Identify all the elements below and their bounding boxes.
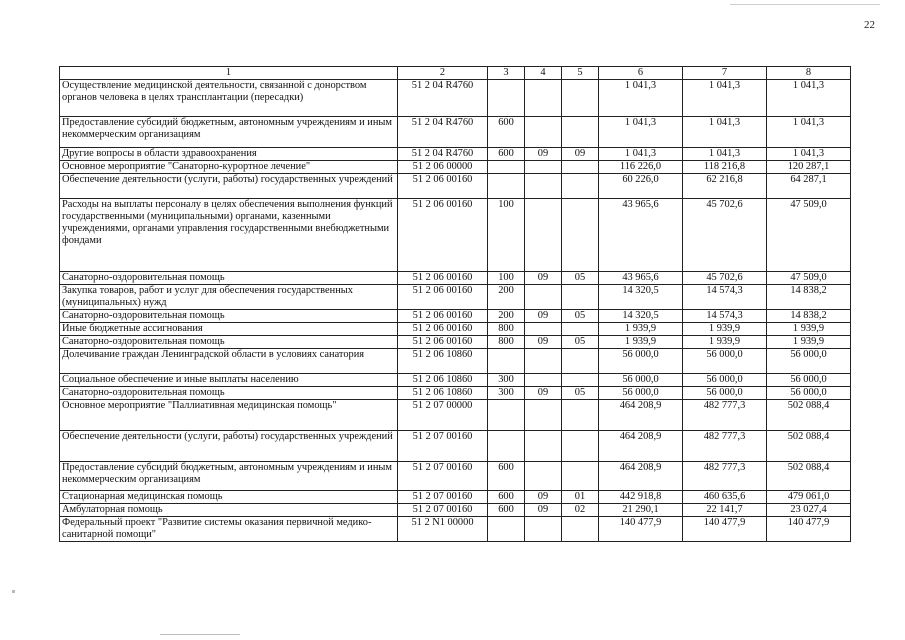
row-vr: 100	[488, 199, 525, 272]
row-name: Основное мероприятие "Санаторно-курортное лечение"	[60, 161, 398, 174]
row-rz: 09	[525, 504, 562, 517]
row-value-3: 64 287,1	[767, 174, 851, 199]
row-name: Амбулаторная помощь	[60, 504, 398, 517]
row-value-3: 120 287,1	[767, 161, 851, 174]
row-pr: 09	[562, 148, 599, 161]
row-value-3: 1 041,3	[767, 80, 851, 117]
row-code: 51 2 04 R4760	[398, 117, 488, 148]
row-rz	[525, 161, 562, 174]
row-value-3: 47 509,0	[767, 272, 851, 285]
row-value-3: 56 000,0	[767, 349, 851, 374]
row-pr: 05	[562, 387, 599, 400]
row-rz	[525, 374, 562, 387]
table-row	[60, 349, 851, 374]
row-value-1: 1 939,9	[599, 336, 683, 349]
row-name: Иные бюджетные ассигнования	[60, 323, 398, 336]
row-value-2: 14 574,3	[683, 310, 767, 323]
table-row	[60, 387, 851, 400]
col-header: 8	[767, 67, 851, 80]
row-value-2: 1 041,3	[683, 117, 767, 148]
row-vr: 600	[488, 148, 525, 161]
row-vr: 800	[488, 323, 525, 336]
row-name: Закупка товаров, работ и услуг для обеспечения государственных (муниципальных) нужд	[60, 285, 398, 310]
row-value-1: 464 208,9	[599, 431, 683, 462]
table-row	[60, 374, 851, 387]
row-rz	[525, 80, 562, 117]
row-vr: 200	[488, 310, 525, 323]
row-rz	[525, 400, 562, 431]
row-value-2: 482 777,3	[683, 400, 767, 431]
row-value-1: 1 041,3	[599, 80, 683, 117]
row-vr: 600	[488, 504, 525, 517]
row-code: 51 2 06 00160	[398, 336, 488, 349]
row-code: 51 2 04 R4760	[398, 80, 488, 117]
row-value-1: 56 000,0	[599, 349, 683, 374]
row-value-1: 1 939,9	[599, 323, 683, 336]
row-rz	[525, 117, 562, 148]
row-value-3: 23 027,4	[767, 504, 851, 517]
row-name: Социальное обеспечение и иные выплаты населению	[60, 374, 398, 387]
row-value-3: 56 000,0	[767, 374, 851, 387]
row-code: 51 2 07 00160	[398, 431, 488, 462]
row-value-3: 1 939,9	[767, 336, 851, 349]
row-value-2: 1 041,3	[683, 80, 767, 117]
row-name: Предоставление субсидий бюджетным, автономным учреждениям и иным некоммерческим организациям	[60, 117, 398, 148]
row-vr: 800	[488, 336, 525, 349]
row-value-3: 14 838,2	[767, 310, 851, 323]
row-code: 51 2 07 00160	[398, 462, 488, 491]
row-pr: 05	[562, 336, 599, 349]
row-pr	[562, 462, 599, 491]
row-code: 51 2 06 10860	[398, 349, 488, 374]
row-value-3: 1 041,3	[767, 148, 851, 161]
row-value-1: 43 965,6	[599, 199, 683, 272]
table-row	[60, 199, 851, 272]
table-row	[60, 285, 851, 310]
table-row	[60, 117, 851, 148]
row-vr	[488, 161, 525, 174]
table-row	[60, 148, 851, 161]
col-header: 6	[599, 67, 683, 80]
table-row	[60, 161, 851, 174]
col-header: 2	[398, 67, 488, 80]
row-name: Стационарная медицинская помощь	[60, 491, 398, 504]
row-value-3: 502 088,4	[767, 431, 851, 462]
row-value-2: 22 141,7	[683, 504, 767, 517]
row-value-2: 1 041,3	[683, 148, 767, 161]
row-code: 51 2 06 00160	[398, 310, 488, 323]
header-row	[60, 67, 851, 80]
row-value-2: 14 574,3	[683, 285, 767, 310]
row-vr: 300	[488, 374, 525, 387]
row-value-2: 482 777,3	[683, 462, 767, 491]
table-row	[60, 491, 851, 504]
row-value-2: 1 939,9	[683, 323, 767, 336]
row-code: 51 2 06 00160	[398, 323, 488, 336]
row-code: 51 2 06 00160	[398, 285, 488, 310]
row-code: 51 2 N1 00000	[398, 517, 488, 542]
row-pr	[562, 285, 599, 310]
row-value-3: 1 041,3	[767, 117, 851, 148]
row-vr	[488, 174, 525, 199]
row-value-1: 43 965,6	[599, 272, 683, 285]
row-value-3: 1 939,9	[767, 323, 851, 336]
row-pr	[562, 374, 599, 387]
col-header: 1	[60, 67, 398, 80]
row-rz	[525, 285, 562, 310]
table-row	[60, 431, 851, 462]
row-code: 51 2 07 00000	[398, 400, 488, 431]
row-name: Основное мероприятие "Паллиативная медицинская помощь"	[60, 400, 398, 431]
col-header: 4	[525, 67, 562, 80]
table-row	[60, 310, 851, 323]
row-rz	[525, 517, 562, 542]
row-value-2: 45 702,6	[683, 272, 767, 285]
table-row	[60, 272, 851, 285]
row-vr: 600	[488, 117, 525, 148]
row-rz	[525, 174, 562, 199]
row-value-3: 479 061,0	[767, 491, 851, 504]
row-name: Обеспечение деятельности (услуги, работы) государственных учреждений	[60, 431, 398, 462]
row-rz: 09	[525, 272, 562, 285]
row-value-1: 140 477,9	[599, 517, 683, 542]
row-rz: 09	[525, 387, 562, 400]
scan-line-bottom	[160, 634, 240, 635]
row-vr	[488, 349, 525, 374]
budget-table	[59, 66, 851, 542]
row-rz	[525, 462, 562, 491]
row-value-2: 62 216,8	[683, 174, 767, 199]
row-pr	[562, 431, 599, 462]
row-pr	[562, 349, 599, 374]
row-rz	[525, 199, 562, 272]
row-name: Обеспечение деятельности (услуги, работы) государственных учреждений	[60, 174, 398, 199]
row-name: Санаторно-оздоровительная помощь	[60, 310, 398, 323]
col-header: 7	[683, 67, 767, 80]
row-value-1: 116 226,0	[599, 161, 683, 174]
row-value-2: 1 939,9	[683, 336, 767, 349]
row-pr	[562, 117, 599, 148]
row-value-2: 56 000,0	[683, 374, 767, 387]
row-name: Санаторно-оздоровительная помощь	[60, 336, 398, 349]
row-name: Осуществление медицинской деятельности, связанной с донорством органов человека в целях трансплантации (пересадки)	[60, 80, 398, 117]
table-row	[60, 336, 851, 349]
row-value-2: 482 777,3	[683, 431, 767, 462]
row-pr	[562, 80, 599, 117]
row-rz	[525, 349, 562, 374]
row-value-2: 45 702,6	[683, 199, 767, 272]
row-vr: 600	[488, 462, 525, 491]
row-vr	[488, 80, 525, 117]
row-code: 51 2 06 10860	[398, 387, 488, 400]
table-row	[60, 400, 851, 431]
row-rz: 09	[525, 310, 562, 323]
row-code: 51 2 07 00160	[398, 491, 488, 504]
row-value-2: 118 216,8	[683, 161, 767, 174]
page-number: 22	[864, 19, 875, 31]
row-code: 51 2 07 00160	[398, 504, 488, 517]
row-pr	[562, 323, 599, 336]
row-vr: 200	[488, 285, 525, 310]
row-pr: 02	[562, 504, 599, 517]
row-value-2: 460 635,6	[683, 491, 767, 504]
row-value-1: 464 208,9	[599, 400, 683, 431]
row-pr: 05	[562, 310, 599, 323]
row-vr: 100	[488, 272, 525, 285]
row-rz: 09	[525, 491, 562, 504]
row-value-1: 464 208,9	[599, 462, 683, 491]
row-rz: 09	[525, 148, 562, 161]
row-value-1: 442 918,8	[599, 491, 683, 504]
row-code: 51 2 06 00160	[398, 199, 488, 272]
row-name: Долечивание граждан Ленинградской области в условиях санатория	[60, 349, 398, 374]
row-vr	[488, 431, 525, 462]
row-value-3: 14 838,2	[767, 285, 851, 310]
row-pr	[562, 161, 599, 174]
row-value-1: 1 041,3	[599, 117, 683, 148]
row-rz	[525, 431, 562, 462]
row-value-1: 56 000,0	[599, 374, 683, 387]
row-rz	[525, 323, 562, 336]
row-value-1: 14 320,5	[599, 310, 683, 323]
col-header: 5	[562, 67, 599, 80]
row-name: Санаторно-оздоровительная помощь	[60, 387, 398, 400]
scan-dot	[12, 590, 15, 593]
row-name: Другие вопросы в области здравоохранения	[60, 148, 398, 161]
row-name: Расходы на выплаты персоналу в целях обеспечения выполнения функций государственными (муниципальными) органами, казенными учреждениями, органами управления государственными внебюджетными фондами	[60, 199, 398, 272]
row-code: 51 2 06 10860	[398, 374, 488, 387]
row-value-1: 1 041,3	[599, 148, 683, 161]
row-vr	[488, 517, 525, 542]
row-value-3: 47 509,0	[767, 199, 851, 272]
row-code: 51 2 06 00160	[398, 272, 488, 285]
row-rz: 09	[525, 336, 562, 349]
table-row	[60, 174, 851, 199]
row-name: Санаторно-оздоровительная помощь	[60, 272, 398, 285]
row-value-2: 140 477,9	[683, 517, 767, 542]
row-pr	[562, 199, 599, 272]
row-pr	[562, 174, 599, 199]
row-value-1: 14 320,5	[599, 285, 683, 310]
row-value-2: 56 000,0	[683, 387, 767, 400]
row-pr	[562, 517, 599, 542]
row-pr	[562, 400, 599, 431]
table-row	[60, 323, 851, 336]
row-value-3: 502 088,4	[767, 400, 851, 431]
row-vr	[488, 400, 525, 431]
row-value-3: 56 000,0	[767, 387, 851, 400]
col-header: 3	[488, 67, 525, 80]
scan-line-top	[730, 4, 880, 5]
row-pr: 01	[562, 491, 599, 504]
row-name: Предоставление субсидий бюджетным, автономным учреждениям и иным некоммерческим организациям	[60, 462, 398, 491]
table-row	[60, 504, 851, 517]
table-row	[60, 517, 851, 542]
table-row	[60, 462, 851, 491]
row-code: 51 2 04 R4760	[398, 148, 488, 161]
row-value-1: 56 000,0	[599, 387, 683, 400]
table-row	[60, 80, 851, 117]
row-value-1: 60 226,0	[599, 174, 683, 199]
row-vr: 600	[488, 491, 525, 504]
row-value-2: 56 000,0	[683, 349, 767, 374]
row-value-3: 502 088,4	[767, 462, 851, 491]
row-vr: 300	[488, 387, 525, 400]
row-code: 51 2 06 00160	[398, 174, 488, 199]
row-value-1: 21 290,1	[599, 504, 683, 517]
row-name: Федеральный проект "Развитие системы оказания первичной медико-санитарной помощи"	[60, 517, 398, 542]
row-value-3: 140 477,9	[767, 517, 851, 542]
row-code: 51 2 06 00000	[398, 161, 488, 174]
row-pr: 05	[562, 272, 599, 285]
